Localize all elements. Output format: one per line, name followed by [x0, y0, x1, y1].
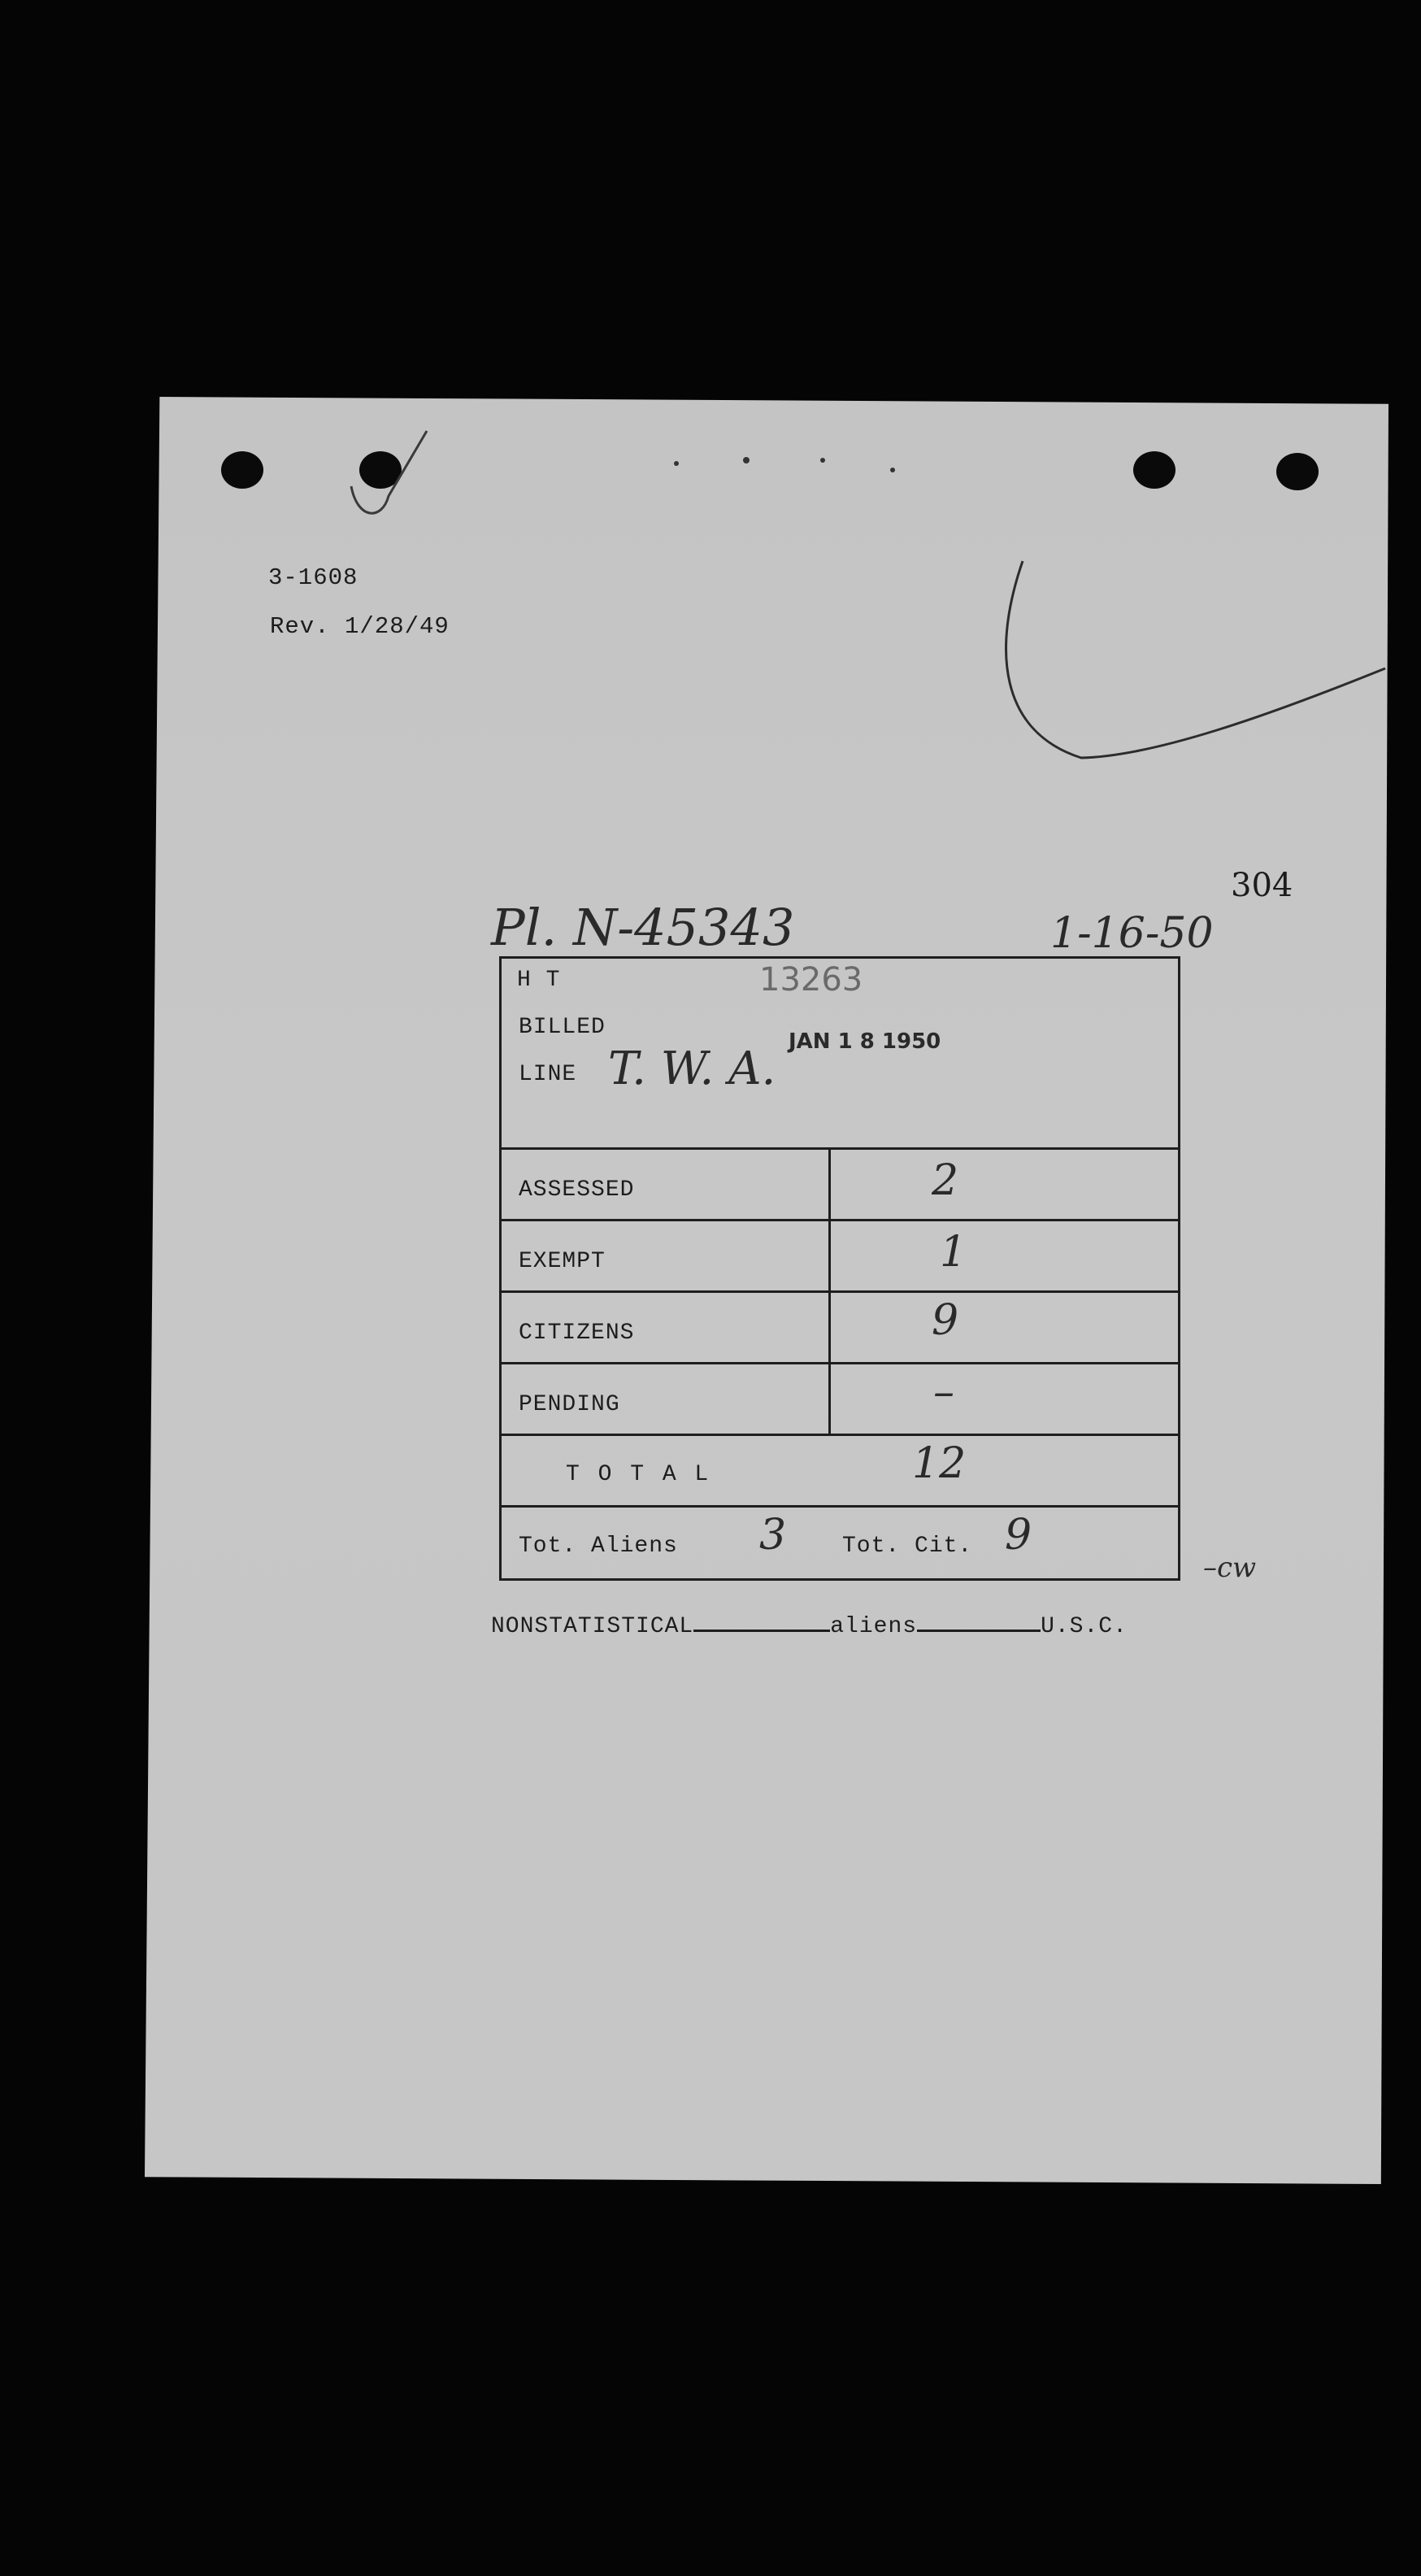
total-aliens-label: Tot. Aliens: [519, 1534, 678, 1559]
total-value: 12: [912, 1439, 967, 1488]
citizens-value: 9: [932, 1296, 959, 1345]
exempt-label: EXEMPT: [519, 1249, 606, 1274]
pending-label: PENDING: [519, 1392, 620, 1417]
page-number: 304: [1231, 867, 1293, 904]
nonstatistical-line: [491, 1607, 1128, 1639]
nonstatistical-blank: [693, 1607, 830, 1632]
handwritten-date: 1-16-50: [1050, 909, 1214, 958]
total-citizens-label: Tot. Cit.: [842, 1534, 973, 1559]
line-label: LINE: [519, 1062, 577, 1087]
exempt-value: 1: [940, 1228, 967, 1277]
billed-label: BILLED: [519, 1015, 606, 1040]
nonstatistical-label: NONSTATISTICAL: [491, 1614, 694, 1639]
citizens-label: CITIZENS: [519, 1321, 635, 1346]
aliens-blank: [917, 1607, 1041, 1632]
line-value: T. W. A.: [608, 1042, 776, 1095]
assessed-value: 2: [932, 1156, 959, 1205]
form-number: 3-1608: [268, 564, 359, 591]
pending-value: –: [933, 1368, 954, 1416]
total-aliens-value: 3: [759, 1511, 787, 1560]
assessed-label: ASSESSED: [519, 1177, 635, 1203]
usc-label: U.S.C.: [1041, 1614, 1128, 1639]
ht-number-stamp: 13263: [759, 961, 863, 999]
handwritten-reference: Pl. N-45343: [491, 898, 795, 957]
total-citizens-value: 9: [1005, 1511, 1032, 1560]
form-revision: Rev. 1/28/49: [270, 613, 450, 640]
billed-date-stamp: JAN 1 8 1950: [789, 1029, 941, 1054]
total-label: T O T A L: [566, 1462, 711, 1487]
initials: –cw: [1203, 1551, 1257, 1584]
aliens-label: aliens: [830, 1614, 918, 1639]
ht-label: H T: [517, 968, 561, 993]
